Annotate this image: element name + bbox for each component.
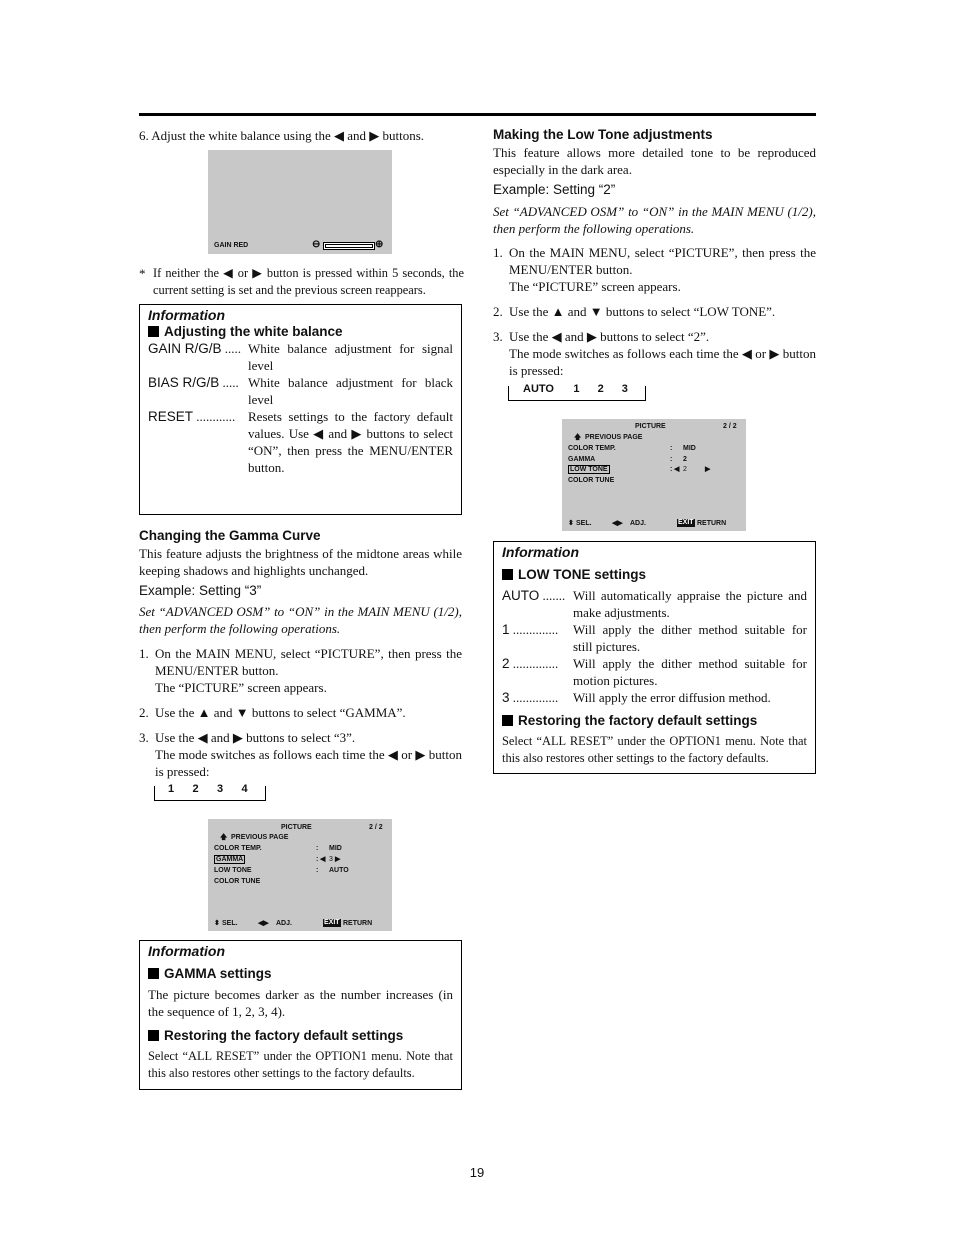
restore-subtitle: Restoring the factory default settings bbox=[148, 1028, 453, 1043]
gain-red-screen bbox=[208, 150, 392, 254]
gamma-steps bbox=[139, 645, 462, 788]
info-subtitle: Adjusting the white balance bbox=[148, 324, 453, 339]
restore-subtitle: Restoring the factory default settings bbox=[502, 713, 807, 728]
lowtone-instruction: Set “ADVANCED OSM” to “ON” in the MAIN MENU (1/2), then perform the following operations. bbox=[493, 204, 816, 236]
plus-icon: ⊕ bbox=[375, 239, 384, 250]
white-balance-list bbox=[148, 340, 453, 476]
info-title: Information bbox=[148, 307, 225, 323]
square-bullet-icon bbox=[148, 1030, 159, 1041]
right-arrow-icon: ▶ bbox=[335, 856, 341, 863]
list-item: 3 .............. Will apply the error diffusion method. bbox=[502, 690, 771, 705]
list-item: 1. On the MAIN MENU, select “PICTURE”, then press the MENU/ENTER button. The “PICTURE” screen appears. bbox=[139, 646, 462, 695]
right-arrow-icon: ▶ bbox=[705, 466, 711, 473]
lowtone-picture-screen: PICTURE 2 / 2 🡅 PREVIOUS PAGE COLOR TEMP. : MID GAMMA : 2 LOW TONE : ◀ 2 ▶ COLOR TUNE ⬍ SEL. ◀▶ ADJ. EXIT RETURN bbox=[562, 419, 746, 531]
list-item: BIAS R/G/B ..... White balance adjustment for black level bbox=[148, 375, 453, 407]
lowtone-intro: This feature allows more detailed tone to be reproduced especially in the dark area. bbox=[493, 145, 816, 177]
list-item: 1 .............. Will apply the dither method suitable for still pictures. bbox=[502, 622, 807, 654]
updown-icon: ⬍ bbox=[214, 920, 220, 927]
gamma-example: Example: Setting “3” bbox=[139, 583, 262, 598]
square-bullet-icon bbox=[502, 569, 513, 580]
square-bullet-icon bbox=[502, 715, 513, 726]
lowtone-settings-subtitle: LOW TONE settings bbox=[502, 567, 807, 582]
list-item: 1. On the MAIN MENU, select “PICTURE”, then press the MENU/ENTER button. The “PICTURE” screen appears. bbox=[493, 245, 816, 294]
page-number: 19 bbox=[469, 1165, 485, 1180]
previous-page-item: PREVIOUS PAGE bbox=[231, 834, 289, 841]
previous-page-item: PREVIOUS PAGE bbox=[585, 434, 643, 441]
updown-icon: ⬍ bbox=[568, 520, 574, 527]
left-right-icon: ◀▶ bbox=[612, 520, 623, 527]
screen-title: PICTURE bbox=[635, 423, 666, 430]
screen-page: 2 / 2 bbox=[369, 824, 383, 831]
selected-gamma-row: GAMMA bbox=[216, 856, 244, 863]
gamma-intro: This feature adjusts the brightness of the midtone areas while keeping shadows and highlights unchanged. bbox=[139, 546, 462, 578]
top-rule bbox=[139, 113, 816, 116]
info-title: Information bbox=[502, 544, 579, 560]
lowtone-example: Example: Setting “2” bbox=[493, 182, 616, 197]
info-box-gamma bbox=[139, 940, 462, 1090]
list-item: 3. Use the ◀ and ▶ buttons to select “3”. The mode switches as follows each time the ◀ or ▶ button is pressed: bbox=[139, 730, 462, 779]
info-title: Information bbox=[148, 943, 225, 959]
gamma-instruction: Set “ADVANCED OSM” to “ON” in the MAIN MENU (1/2), then perform the following operations. bbox=[139, 604, 462, 636]
left-arrow-icon: ◀ bbox=[320, 856, 326, 863]
screen-title: PICTURE bbox=[281, 824, 312, 831]
lowtone-heading: Making the Low Tone adjustments bbox=[493, 127, 713, 142]
gain-slider bbox=[323, 242, 375, 250]
info-box-white-balance bbox=[139, 304, 462, 515]
gamma-picture-screen: PICTURE 2 / 2 🡅 PREVIOUS PAGE COLOR TEMP. : MID GAMMA : ◀ 3 ▶ LOW TONE : AUTO COLOR TUNE ⬍ SEL. ◀▶ ADJ. EXIT RETURN bbox=[208, 819, 392, 931]
square-bullet-icon bbox=[148, 326, 159, 337]
exit-badge: EXIT bbox=[324, 919, 340, 926]
restore-text: Select “ALL RESET” under the OPTION1 menu. Note that this also restores other settings to the factory defaults. bbox=[148, 1049, 453, 1080]
lowtone-steps bbox=[493, 244, 816, 387]
gamma-settings-text: The picture becomes darker as the number increases (in the sequence of 1, 2, 3, 4). bbox=[148, 987, 453, 1019]
minus-icon: ⊖ bbox=[312, 239, 321, 250]
left-arrow-icon: ◀ bbox=[674, 466, 680, 473]
lowtone-settings-list bbox=[502, 587, 807, 706]
gamma-heading: Changing the Gamma Curve bbox=[139, 528, 321, 543]
gamma-sequence: 1 2 3 4 bbox=[154, 783, 266, 801]
list-item: 2 .............. Will apply the dither method suitable for motion pictures. bbox=[502, 656, 807, 688]
timeout-note: * If neither the ◀ or ▶ button is pressed within 5 seconds, the current setting is set and the previous screen reappears. bbox=[139, 266, 464, 297]
left-right-icon: ◀▶ bbox=[258, 920, 269, 927]
square-bullet-icon bbox=[148, 968, 159, 979]
step-6: 6. Adjust the white balance using the ◀ and ▶ buttons. bbox=[139, 128, 425, 143]
list-item: GAIN R/G/B ..... White balance adjustment for signal level bbox=[148, 341, 453, 373]
restore-text: Select “ALL RESET” under the OPTION1 menu. Note that this also restores other settings to the factory defaults. bbox=[502, 734, 807, 765]
gamma-settings-subtitle: GAMMA settings bbox=[148, 966, 453, 981]
note-asterisk: * bbox=[139, 266, 146, 281]
lowtone-sequence: AUTO 1 2 3 bbox=[508, 383, 646, 401]
up-arrow-icon: 🡅 bbox=[574, 434, 582, 441]
up-arrow-icon: 🡅 bbox=[220, 834, 228, 841]
selected-lowtone-row: LOW TONE bbox=[570, 466, 608, 473]
gain-screen-label: GAIN RED bbox=[214, 242, 249, 249]
screen-page: 2 / 2 bbox=[723, 423, 737, 430]
list-item: 2. Use the ▲ and ▼ buttons to select “LOW TONE”. bbox=[493, 304, 776, 319]
list-item: 3. Use the ◀ and ▶ buttons to select “2”. The mode switches as follows each time the ◀ or ▶ button is pressed: bbox=[493, 329, 816, 378]
exit-badge: EXIT bbox=[678, 519, 694, 526]
list-item: 2. Use the ▲ and ▼ buttons to select “GAMMA”. bbox=[139, 705, 406, 720]
info-box-lowtone bbox=[493, 541, 816, 774]
list-item: RESET ............ Resets settings to the factory default values. Use ◀ and ▶ buttons to select “ON”, then press the MENU/ENTER button. bbox=[148, 409, 453, 475]
list-item: AUTO ....... Will automatically appraise the picture and make adjustments. bbox=[502, 588, 807, 620]
